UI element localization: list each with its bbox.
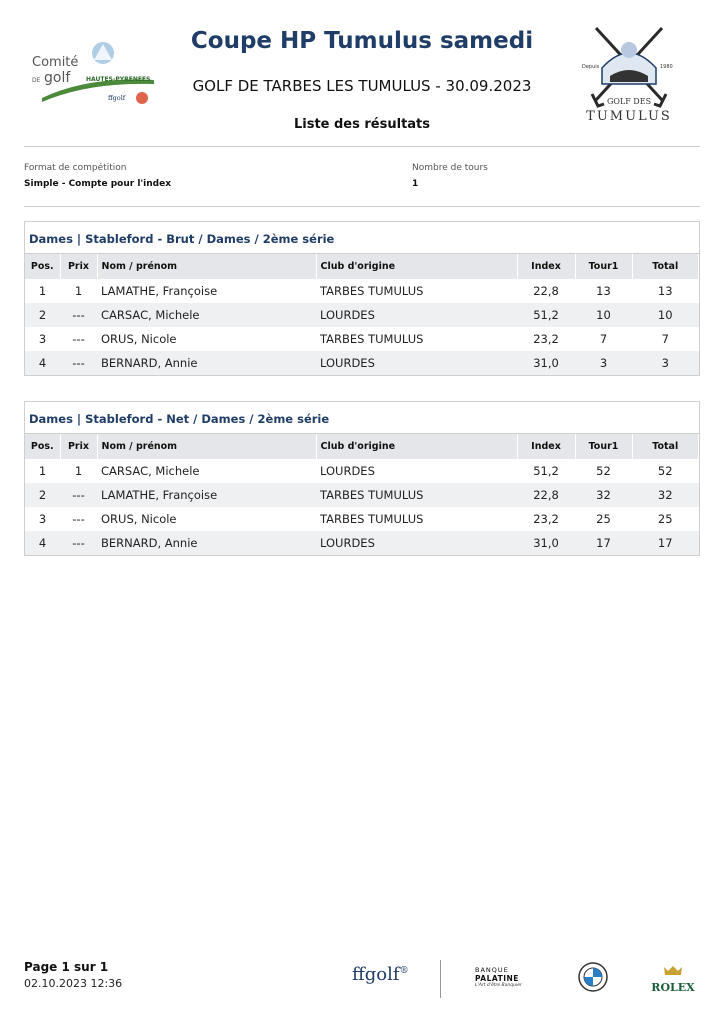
cell-prix: --- — [60, 531, 97, 555]
banque-line1: BANQUE — [475, 966, 509, 974]
col-name: Nom / prénom — [97, 434, 316, 459]
ffgolf-logo — [352, 964, 409, 985]
table-row — [25, 279, 699, 303]
cell-tour1: 3 — [575, 351, 632, 375]
cell-pos: 2 — [25, 483, 60, 507]
col-index: Index — [517, 434, 575, 459]
cell-name: ORUS, Nicole — [101, 512, 177, 526]
svg-text:golf: golf — [44, 70, 71, 86]
cell-index: 51,2 — [517, 303, 575, 327]
cell-pos: 1 — [38, 284, 47, 298]
event-subtitle: GOLF DE TARBES LES TUMULUS - 30.09.2023 — [192, 77, 532, 95]
table-row — [25, 459, 699, 483]
cell-pos: 4 — [25, 351, 60, 375]
results-block-brut — [24, 221, 700, 376]
cell-club: TARBES TUMULUS — [320, 332, 424, 346]
rolex-crown-icon — [663, 965, 683, 977]
cell-index: 31,0 — [517, 351, 575, 375]
tumulus-club-logo — [574, 24, 684, 126]
rolex-logo — [646, 962, 700, 994]
cell-total: 32 — [632, 483, 699, 507]
cell-total: 52 — [657, 464, 673, 478]
cell-tour1: 10 — [575, 303, 632, 327]
results-table-brut — [25, 254, 699, 375]
format-label: Format de compétition — [24, 163, 127, 173]
cell-index: 23,2 — [533, 332, 559, 346]
banque-palatine-logo — [475, 966, 545, 988]
table-row — [25, 303, 699, 327]
cell-club: TARBES TUMULUS — [320, 284, 424, 298]
footer-separator — [440, 960, 441, 998]
cell-name: BERNARD, Annie — [97, 351, 316, 375]
page-title: Coupe HP Tumulus samedi — [190, 28, 534, 54]
cell-prix: --- — [60, 483, 97, 507]
info-divider — [24, 206, 700, 207]
col-index: Index — [517, 254, 575, 279]
table-row — [25, 351, 699, 375]
cell-prix: --- — [72, 512, 85, 526]
cell-total: 17 — [632, 531, 699, 555]
banque-line2: PALATINE — [475, 974, 519, 983]
cell-index: 22,8 — [533, 284, 559, 298]
table-header-row — [25, 254, 699, 279]
cell-tour1: 32 — [575, 483, 632, 507]
cell-index: 51,2 — [533, 464, 559, 478]
bmw-logo — [578, 962, 608, 992]
cell-prix: --- — [60, 303, 97, 327]
col-name: Nom / prénom — [97, 254, 316, 279]
cell-tour1: 25 — [596, 512, 611, 526]
table-row — [25, 327, 699, 351]
results-title-net: Dames | Stableford - Net / Dames / 2ème série — [25, 402, 699, 434]
col-pos: Pos. — [25, 254, 60, 279]
cell-club: LOURDES — [320, 464, 375, 478]
cell-name: LAMATHE, Françoise — [101, 284, 218, 298]
cell-name: LAMATHE, Françoise — [97, 483, 316, 507]
col-prix: Prix — [60, 254, 97, 279]
col-prix: Prix — [60, 434, 97, 459]
cell-name: CARSAC, Michele — [97, 303, 316, 327]
cell-pos: 2 — [25, 303, 60, 327]
col-total: Total — [632, 434, 699, 459]
svg-text:Depuis: Depuis — [582, 64, 600, 70]
col-tour1: Tour1 — [575, 254, 632, 279]
cell-pos: 3 — [38, 512, 47, 526]
cell-total: 13 — [657, 284, 673, 298]
cell-pos: 4 — [25, 531, 60, 555]
cell-club: TARBES TUMULUS — [320, 512, 424, 526]
print-date: 02.10.2023 12:36 — [24, 977, 123, 990]
svg-text:HAUTES-PYRENEES: HAUTES-PYRENEES — [86, 76, 151, 83]
rounds-label: Nombre de tours — [412, 163, 488, 173]
cell-tour1: 7 — [599, 332, 608, 346]
cell-name: CARSAC, Michele — [101, 464, 200, 478]
table-row — [25, 507, 699, 531]
table-header-row — [25, 434, 699, 459]
rolex-wordmark: ROLEX — [651, 981, 695, 994]
format-value: Simple - Compte pour l'index — [24, 179, 172, 189]
cell-index: 23,2 — [533, 512, 559, 526]
cell-tour1: 52 — [596, 464, 611, 478]
svg-text:ffgolf: ffgolf — [108, 94, 126, 102]
results-title-brut: Dames | Stableford - Brut / Dames / 2ème série — [25, 222, 699, 254]
cell-name: ORUS, Nicole — [101, 332, 177, 346]
results-table-net — [25, 434, 699, 555]
col-club: Club d'origine — [316, 254, 517, 279]
svg-text:GOLF DES: GOLF DES — [606, 97, 652, 106]
cell-club: LOURDES — [316, 351, 517, 375]
cell-prix: 1 — [74, 464, 83, 478]
cell-club: TARBES TUMULUS — [316, 483, 517, 507]
cell-total: 25 — [657, 512, 673, 526]
cell-total: 3 — [632, 351, 699, 375]
cell-pos: 3 — [38, 332, 47, 346]
cell-tour1: 13 — [596, 284, 611, 298]
banque-tagline: L'Art d'être Banquier — [475, 983, 522, 988]
document-title: Liste des résultats — [293, 117, 431, 132]
results-block-net — [24, 401, 700, 556]
registered-icon: ® — [399, 966, 409, 976]
col-tour1: Tour1 — [575, 434, 632, 459]
table-row — [25, 531, 699, 555]
cell-total: 7 — [661, 332, 669, 346]
cell-index: 22,8 — [517, 483, 575, 507]
svg-text:Comité: Comité — [32, 55, 79, 70]
col-club: Club d'origine — [316, 434, 517, 459]
cell-club: LOURDES — [316, 303, 517, 327]
cell-name: BERNARD, Annie — [97, 531, 316, 555]
header-divider — [24, 146, 700, 147]
rounds-value: 1 — [412, 179, 419, 189]
cell-prix: --- — [60, 351, 97, 375]
col-total: Total — [632, 254, 699, 279]
ffgolf-wordmark: ffgolf — [352, 964, 400, 985]
cell-club: LOURDES — [316, 531, 517, 555]
cell-prix: 1 — [74, 284, 83, 298]
page-number: Page 1 sur 1 — [24, 960, 109, 974]
cell-prix: --- — [72, 332, 85, 346]
cell-tour1: 17 — [575, 531, 632, 555]
svg-text:DE: DE — [32, 77, 41, 84]
svg-text:1980: 1980 — [660, 64, 673, 70]
col-pos: Pos. — [25, 434, 60, 459]
cell-total: 10 — [632, 303, 699, 327]
table-row — [25, 483, 699, 507]
comite-golf-logo — [28, 38, 158, 110]
svg-text:TUMULUS: TUMULUS — [586, 109, 672, 124]
cell-index: 31,0 — [517, 531, 575, 555]
cell-pos: 1 — [38, 464, 47, 478]
